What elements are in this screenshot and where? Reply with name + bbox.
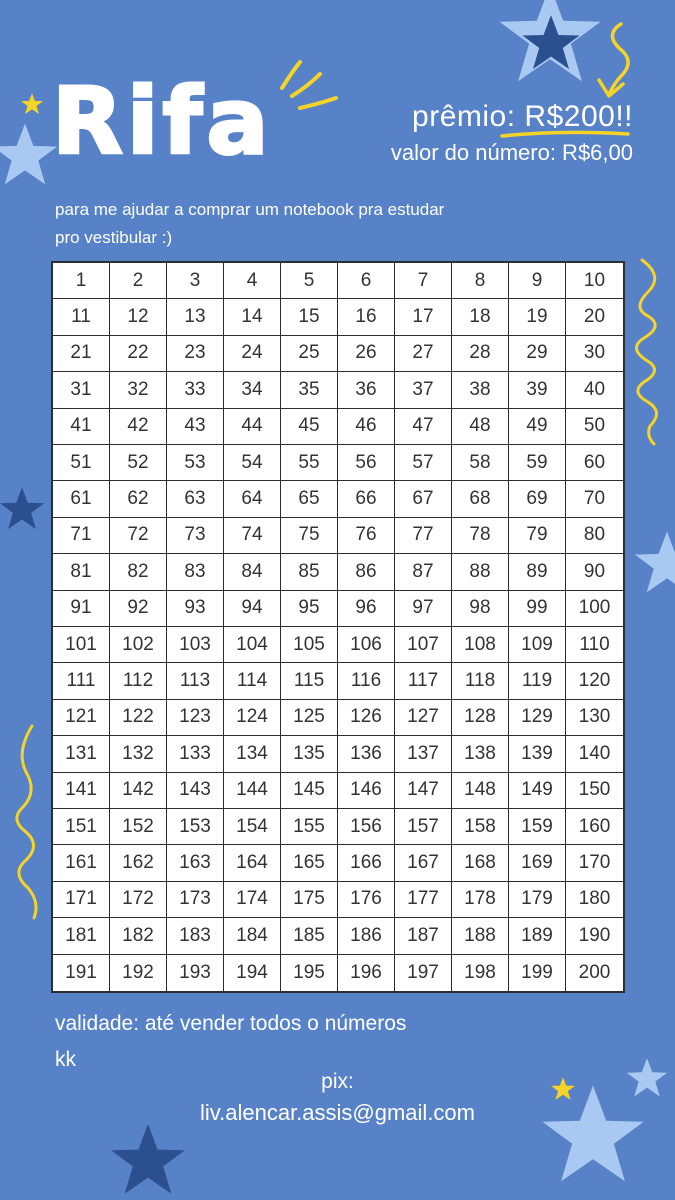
raffle-number-cell[interactable]: 107 <box>395 627 452 663</box>
raffle-number-cell[interactable]: 90 <box>566 554 623 590</box>
raffle-number-cell[interactable]: 81 <box>53 554 110 590</box>
raffle-number-cell[interactable]: 109 <box>509 627 566 663</box>
raffle-number-cell[interactable]: 172 <box>110 882 167 918</box>
raffle-number-cell[interactable]: 100 <box>566 591 623 627</box>
raffle-number-cell[interactable]: 146 <box>338 773 395 809</box>
raffle-number-cell[interactable]: 174 <box>224 882 281 918</box>
raffle-number-cell[interactable]: 117 <box>395 663 452 699</box>
raffle-number-cell[interactable]: 138 <box>452 736 509 772</box>
raffle-number-cell[interactable]: 158 <box>452 809 509 845</box>
star-icon-mid-left-dark <box>0 485 46 533</box>
raffle-number-cell[interactable]: 60 <box>566 445 623 481</box>
raffle-number-cell[interactable]: 29 <box>509 336 566 372</box>
raffle-number-cell[interactable]: 58 <box>452 445 509 481</box>
raffle-number-cell[interactable]: 26 <box>338 336 395 372</box>
raffle-number-cell[interactable]: 27 <box>395 336 452 372</box>
raffle-number-cell[interactable]: 112 <box>110 663 167 699</box>
raffle-number-cell[interactable]: 139 <box>509 736 566 772</box>
squiggle-icon-left <box>4 722 52 922</box>
raffle-number-cell[interactable]: 142 <box>110 773 167 809</box>
raffle-number-cell[interactable]: 12 <box>110 299 167 335</box>
raffle-number-cell[interactable]: 21 <box>53 336 110 372</box>
raffle-number-cell[interactable]: 82 <box>110 554 167 590</box>
raffle-number-cell[interactable]: 114 <box>224 663 281 699</box>
squiggle-icon-right <box>624 256 670 446</box>
raffle-number-cell[interactable]: 199 <box>509 955 566 991</box>
raffle-number-cell[interactable]: 76 <box>338 518 395 554</box>
raffle-number-cell[interactable]: 23 <box>167 336 224 372</box>
raffle-number-cell[interactable]: 61 <box>53 481 110 517</box>
raffle-number-cell[interactable]: 50 <box>566 409 623 445</box>
raffle-number-cell[interactable]: 2 <box>110 263 167 299</box>
raffle-number-cell[interactable]: 22 <box>110 336 167 372</box>
raffle-number-cell[interactable]: 102 <box>110 627 167 663</box>
raffle-number-cell[interactable]: 122 <box>110 700 167 736</box>
raffle-number-cell[interactable]: 49 <box>509 409 566 445</box>
raffle-number-cell[interactable]: 196 <box>338 955 395 991</box>
raffle-number-cell[interactable]: 175 <box>281 882 338 918</box>
pix-email[interactable]: liv.alencar.assis@gmail.com <box>199 1100 475 1125</box>
raffle-number-cell[interactable]: 188 <box>452 918 509 954</box>
page-title: Rifa <box>52 68 273 175</box>
raffle-number-cell[interactable]: 88 <box>452 554 509 590</box>
arrow-icon <box>585 20 645 102</box>
raffle-number-cell[interactable]: 165 <box>281 845 338 881</box>
raffle-number-cell[interactable]: 74 <box>224 518 281 554</box>
raffle-number-cell[interactable]: 137 <box>395 736 452 772</box>
raffle-number-cell[interactable]: 127 <box>395 700 452 736</box>
raffle-number-cell[interactable]: 33 <box>167 372 224 408</box>
raffle-number-cell[interactable]: 157 <box>395 809 452 845</box>
validity-line-1: validade: até vender todos o números <box>55 1012 407 1035</box>
raffle-number-cell[interactable]: 191 <box>53 955 110 991</box>
title-logo <box>52 62 312 182</box>
raffle-number-cell[interactable]: 63 <box>167 481 224 517</box>
raffle-number-cell[interactable]: 154 <box>224 809 281 845</box>
raffle-number-cell[interactable]: 111 <box>53 663 110 699</box>
raffle-number-cell[interactable]: 34 <box>224 372 281 408</box>
raffle-number-cell[interactable]: 18 <box>452 299 509 335</box>
raffle-number-cell[interactable]: 163 <box>167 845 224 881</box>
raffle-number-cell[interactable]: 110 <box>566 627 623 663</box>
raffle-number-cell[interactable]: 128 <box>452 700 509 736</box>
raffle-number-cell[interactable]: 164 <box>224 845 281 881</box>
raffle-number-cell[interactable]: 46 <box>338 409 395 445</box>
raffle-number-cell[interactable]: 85 <box>281 554 338 590</box>
raffle-number-cell[interactable]: 124 <box>224 700 281 736</box>
raffle-number-cell[interactable]: 178 <box>452 882 509 918</box>
raffle-number-cell[interactable]: 170 <box>566 845 623 881</box>
raffle-number-cell[interactable]: 186 <box>338 918 395 954</box>
validity-line-2: kk <box>55 1048 76 1071</box>
raffle-number-cell[interactable]: 125 <box>281 700 338 736</box>
raffle-number-cell[interactable]: 140 <box>566 736 623 772</box>
raffle-number-cell[interactable]: 197 <box>395 955 452 991</box>
raffle-number-cell[interactable]: 187 <box>395 918 452 954</box>
raffle-number-cell[interactable]: 57 <box>395 445 452 481</box>
raffle-number-cell[interactable]: 66 <box>338 481 395 517</box>
raffle-number-cell[interactable]: 195 <box>281 955 338 991</box>
raffle-number-cell[interactable]: 47 <box>395 409 452 445</box>
raffle-number-cell[interactable]: 20 <box>566 299 623 335</box>
raffle-number-cell[interactable]: 156 <box>338 809 395 845</box>
raffle-number-cell[interactable]: 159 <box>509 809 566 845</box>
raffle-number-cell[interactable]: 145 <box>281 773 338 809</box>
raffle-number-cell[interactable]: 105 <box>281 627 338 663</box>
raffle-number-cell[interactable]: 30 <box>566 336 623 372</box>
raffle-number-cell[interactable]: 190 <box>566 918 623 954</box>
subtitle-line-2: pro vestibular :) <box>55 228 173 247</box>
raffle-number-cell[interactable]: 181 <box>53 918 110 954</box>
raffle-number-cell[interactable]: 25 <box>281 336 338 372</box>
raffle-number-cell[interactable]: 44 <box>224 409 281 445</box>
star-icon-top-right-dark <box>520 12 582 74</box>
raffle-number-cell[interactable]: 8 <box>452 263 509 299</box>
raffle-number-cell[interactable]: 167 <box>395 845 452 881</box>
raffle-number-cell[interactable]: 93 <box>167 591 224 627</box>
raffle-number-cell[interactable]: 113 <box>167 663 224 699</box>
raffle-number-cell[interactable]: 39 <box>509 372 566 408</box>
raffle-number-cell[interactable]: 67 <box>395 481 452 517</box>
raffle-number-cell[interactable]: 123 <box>167 700 224 736</box>
raffle-number-cell[interactable]: 75 <box>281 518 338 554</box>
raffle-number-cell[interactable]: 56 <box>338 445 395 481</box>
raffle-number-cell[interactable]: 10 <box>566 263 623 299</box>
raffle-number-cell[interactable]: 151 <box>53 809 110 845</box>
raffle-number-cell[interactable]: 36 <box>338 372 395 408</box>
raffle-number-cell[interactable]: 87 <box>395 554 452 590</box>
raffle-number-cell[interactable]: 62 <box>110 481 167 517</box>
raffle-number-cell[interactable]: 160 <box>566 809 623 845</box>
raffle-number-cell[interactable]: 73 <box>167 518 224 554</box>
raffle-number-cell[interactable]: 79 <box>509 518 566 554</box>
raffle-number-cell[interactable]: 192 <box>110 955 167 991</box>
raffle-number-cell[interactable]: 173 <box>167 882 224 918</box>
raffle-number-cell[interactable]: 71 <box>53 518 110 554</box>
raffle-number-cell[interactable]: 54 <box>224 445 281 481</box>
pix-label: pix: <box>321 1070 354 1093</box>
raffle-number-cell[interactable]: 41 <box>53 409 110 445</box>
raffle-number-cell[interactable]: 106 <box>338 627 395 663</box>
raffle-number-cell[interactable]: 176 <box>338 882 395 918</box>
raffle-number-cell[interactable]: 70 <box>566 481 623 517</box>
raffle-number-cell[interactable]: 162 <box>110 845 167 881</box>
raffle-number-cell[interactable]: 126 <box>338 700 395 736</box>
raffle-number-cell[interactable]: 5 <box>281 263 338 299</box>
raffle-number-cell[interactable]: 144 <box>224 773 281 809</box>
raffle-number-cell[interactable]: 147 <box>395 773 452 809</box>
raffle-number-cell[interactable]: 59 <box>509 445 566 481</box>
prize-label: prêmio: <box>412 100 525 133</box>
raffle-number-cell[interactable]: 132 <box>110 736 167 772</box>
raffle-number-cell[interactable]: 52 <box>110 445 167 481</box>
raffle-number-cell[interactable]: 152 <box>110 809 167 845</box>
raffle-number-cell[interactable]: 72 <box>110 518 167 554</box>
raffle-number-cell[interactable]: 129 <box>509 700 566 736</box>
raffle-number-cell[interactable]: 78 <box>452 518 509 554</box>
raffle-number-cell[interactable]: 143 <box>167 773 224 809</box>
raffle-number-cell[interactable]: 96 <box>338 591 395 627</box>
raffle-number-cell[interactable]: 19 <box>509 299 566 335</box>
raffle-number-cell[interactable]: 115 <box>281 663 338 699</box>
raffle-number-cell[interactable]: 136 <box>338 736 395 772</box>
raffle-number-cell[interactable]: 43 <box>167 409 224 445</box>
raffle-number-cell[interactable]: 68 <box>452 481 509 517</box>
raffle-number-cell[interactable]: 99 <box>509 591 566 627</box>
raffle-number-cell[interactable]: 149 <box>509 773 566 809</box>
star-icon-top-left-light <box>0 120 60 190</box>
raffle-number-cell[interactable]: 198 <box>452 955 509 991</box>
raffle-number-cell[interactable]: 3 <box>167 263 224 299</box>
raffle-number-cell[interactable]: 35 <box>281 372 338 408</box>
raffle-number-cell[interactable]: 32 <box>110 372 167 408</box>
raffle-number-cell[interactable]: 16 <box>338 299 395 335</box>
raffle-number-cell[interactable]: 184 <box>224 918 281 954</box>
raffle-number-cell[interactable]: 86 <box>338 554 395 590</box>
raffle-number-cell[interactable]: 15 <box>281 299 338 335</box>
raffle-number-cell[interactable]: 104 <box>224 627 281 663</box>
raffle-number-cell[interactable]: 28 <box>452 336 509 372</box>
raffle-number-cell[interactable]: 171 <box>53 882 110 918</box>
raffle-number-cell[interactable]: 182 <box>110 918 167 954</box>
raffle-number-cell[interactable]: 116 <box>338 663 395 699</box>
raffle-number-cell[interactable]: 92 <box>110 591 167 627</box>
raffle-number-cell[interactable]: 98 <box>452 591 509 627</box>
raffle-number-cell[interactable]: 37 <box>395 372 452 408</box>
raffle-number-cell[interactable]: 119 <box>509 663 566 699</box>
raffle-number-cell[interactable]: 53 <box>167 445 224 481</box>
star-icon-top-left-yellow <box>20 92 44 116</box>
raffle-number-cell[interactable]: 130 <box>566 700 623 736</box>
raffle-number-cell[interactable]: 118 <box>452 663 509 699</box>
raffle-number-cell[interactable]: 9 <box>509 263 566 299</box>
raffle-number-cell[interactable]: 180 <box>566 882 623 918</box>
raffle-number-cell[interactable]: 179 <box>509 882 566 918</box>
raffle-number-cell[interactable]: 17 <box>395 299 452 335</box>
raffle-number-cell[interactable]: 108 <box>452 627 509 663</box>
raffle-number-cell[interactable]: 133 <box>167 736 224 772</box>
star-icon-bottom-left-dark <box>108 1120 188 1200</box>
raffle-number-cell[interactable]: 31 <box>53 372 110 408</box>
raffle-number-cell[interactable]: 95 <box>281 591 338 627</box>
raffle-number-cell[interactable]: 48 <box>452 409 509 445</box>
raffle-number-cell[interactable]: 168 <box>452 845 509 881</box>
raffle-number-cell[interactable]: 185 <box>281 918 338 954</box>
raffle-number-cell[interactable]: 38 <box>452 372 509 408</box>
raffle-number-cell[interactable]: 24 <box>224 336 281 372</box>
subtitle <box>55 196 595 252</box>
raffle-number-cell[interactable]: 101 <box>53 627 110 663</box>
raffle-number-cell[interactable]: 200 <box>578 961 611 983</box>
prize-amount: R$200!! <box>524 100 633 133</box>
validity-note <box>55 1006 535 1078</box>
raffle-number-cell[interactable]: 194 <box>224 955 281 991</box>
raffle-number-cell[interactable]: 1 <box>53 263 110 299</box>
raffle-number-cell[interactable]: 45 <box>281 409 338 445</box>
raffle-number-cell[interactable]: 150 <box>566 773 623 809</box>
raffle-number-cell[interactable]: 169 <box>509 845 566 881</box>
raffle-number-cell[interactable]: 64 <box>224 481 281 517</box>
raffle-number-cell[interactable]: 40 <box>566 372 623 408</box>
raffle-number-cell[interactable]: 65 <box>281 481 338 517</box>
raffle-number-cell[interactable]: 193 <box>167 955 224 991</box>
raffle-number-cell[interactable]: 77 <box>395 518 452 554</box>
raffle-number-cell[interactable]: 131 <box>53 736 110 772</box>
raffle-number-cell[interactable]: 6 <box>338 263 395 299</box>
raffle-number-cell[interactable]: 80 <box>566 518 623 554</box>
raffle-number-cell[interactable]: 155 <box>281 809 338 845</box>
raffle-number-cell[interactable]: 141 <box>53 773 110 809</box>
subtitle-line-1: para me ajudar a comprar um notebook pra estudar <box>55 200 445 219</box>
raffle-number-cell[interactable]: 55 <box>281 445 338 481</box>
number-price: valor do número: R$6,00 <box>390 140 633 165</box>
star-icon-mid-right-light <box>632 528 675 598</box>
raffle-number-cell[interactable]: 4 <box>224 263 281 299</box>
raffle-number-cell[interactable]: 177 <box>395 882 452 918</box>
raffle-number-cell[interactable]: 94 <box>224 591 281 627</box>
raffle-number-cell[interactable]: 51 <box>53 445 110 481</box>
raffle-number-cell[interactable]: 89 <box>509 554 566 590</box>
raffle-number-cell[interactable]: 189 <box>509 918 566 954</box>
raffle-number-cell[interactable]: 121 <box>53 700 110 736</box>
raffle-number-cell[interactable]: 153 <box>167 809 224 845</box>
raffle-number-cell[interactable]: 134 <box>224 736 281 772</box>
raffle-number-cell[interactable]: 13 <box>167 299 224 335</box>
raffle-number-cell[interactable]: 135 <box>281 736 338 772</box>
raffle-number-cell[interactable]: 103 <box>167 627 224 663</box>
raffle-number-cell[interactable]: 7 <box>395 263 452 299</box>
raffle-number-cell[interactable]: 120 <box>566 663 623 699</box>
raffle-number-cell[interactable]: 69 <box>509 481 566 517</box>
raffle-number-cell[interactable]: 166 <box>338 845 395 881</box>
raffle-number-cell[interactable]: 148 <box>452 773 509 809</box>
number-grid <box>51 261 625 993</box>
raffle-number-cell[interactable]: 11 <box>53 299 110 335</box>
raffle-number-cell[interactable]: 183 <box>167 918 224 954</box>
raffle-number-cell[interactable]: 14 <box>224 299 281 335</box>
raffle-number-cell[interactable]: 83 <box>167 554 224 590</box>
raffle-number-cell[interactable]: 84 <box>224 554 281 590</box>
raffle-number-cell[interactable]: 97 <box>395 591 452 627</box>
raffle-number-cell[interactable]: 161 <box>53 845 110 881</box>
raffle-number-cell[interactable]: 91 <box>53 591 110 627</box>
raffle-number-cell[interactable]: 42 <box>110 409 167 445</box>
